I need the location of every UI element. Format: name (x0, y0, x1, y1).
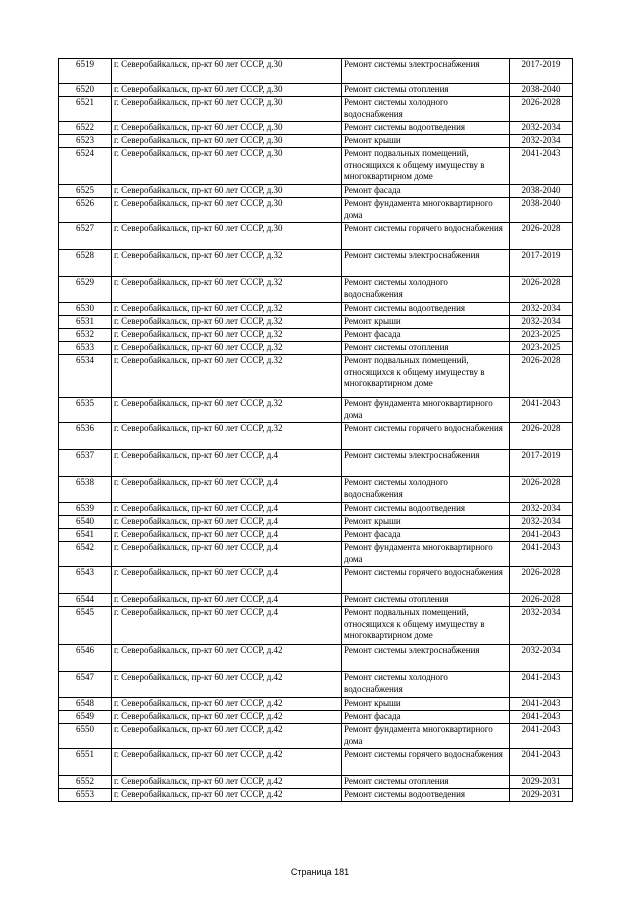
work-type-cell: Ремонт системы водоотведения (342, 303, 510, 316)
row-number: 6533 (59, 342, 112, 355)
table-row (59, 516, 573, 529)
period-cell: 2038-2040 (510, 84, 573, 97)
table-row (59, 529, 573, 542)
address-cell: г. Северобайкальск, пр-кт 60 лет СССР, д.4 (112, 450, 342, 477)
address-cell: г. Северобайкальск, пр-кт 60 лет СССР, д.4 (112, 477, 342, 503)
row-number: 6550 (59, 724, 112, 749)
address-cell: г. Северобайкальск, пр-кт 60 лет СССР, д.32 (112, 250, 342, 277)
address-cell: г. Северобайкальск, пр-кт 60 лет СССР, д.42 (112, 749, 342, 776)
period-cell: 2041-2043 (510, 724, 573, 749)
row-number: 6538 (59, 477, 112, 503)
address-cell: г. Северобайкальск, пр-кт 60 лет СССР, д.32 (112, 329, 342, 342)
table-row (59, 198, 573, 223)
row-number: 6540 (59, 516, 112, 529)
table-row (59, 59, 573, 84)
table-row (59, 672, 573, 698)
address-cell: г. Северобайкальск, пр-кт 60 лет СССР, д.4 (112, 594, 342, 607)
table-row (59, 223, 573, 250)
address-cell: г. Северобайкальск, пр-кт 60 лет СССР, д.42 (112, 724, 342, 749)
address-cell: г. Северобайкальск, пр-кт 60 лет СССР, д.30 (112, 135, 342, 148)
period-cell: 2032-2034 (510, 645, 573, 672)
work-type-cell: Ремонт крыши (342, 316, 510, 329)
table-row (59, 135, 573, 148)
period-cell: 2032-2034 (510, 503, 573, 516)
table-row (59, 477, 573, 503)
work-type-cell: Ремонт крыши (342, 135, 510, 148)
table-row (59, 277, 573, 303)
work-type-cell: Ремонт системы водоотведения (342, 122, 510, 135)
period-cell: 2032-2034 (510, 303, 573, 316)
row-number: 6528 (59, 250, 112, 277)
row-number: 6531 (59, 316, 112, 329)
period-cell: 2041-2043 (510, 542, 573, 567)
work-type-cell: Ремонт системы горячего водоснабжения (342, 223, 510, 250)
row-number: 6519 (59, 59, 112, 84)
table-row (59, 567, 573, 594)
address-cell: г. Северобайкальск, пр-кт 60 лет СССР, д.30 (112, 198, 342, 223)
work-type-cell: Ремонт системы электроснабжения (342, 645, 510, 672)
address-cell: г. Северобайкальск, пр-кт 60 лет СССР, д.42 (112, 672, 342, 698)
table-row (59, 329, 573, 342)
address-cell: г. Северобайкальск, пр-кт 60 лет СССР, д.32 (112, 316, 342, 329)
row-number: 6524 (59, 148, 112, 185)
period-cell: 2017-2019 (510, 250, 573, 277)
period-cell: 2032-2034 (510, 135, 573, 148)
table-row (59, 97, 573, 122)
row-number: 6523 (59, 135, 112, 148)
row-number: 6546 (59, 645, 112, 672)
table-row (59, 789, 573, 802)
work-type-cell: Ремонт системы отопления (342, 342, 510, 355)
work-type-cell: Ремонт крыши (342, 516, 510, 529)
period-cell: 2041-2043 (510, 148, 573, 185)
work-type-cell: Ремонт крыши (342, 698, 510, 711)
row-number: 6539 (59, 503, 112, 516)
row-number: 6520 (59, 84, 112, 97)
table-row (59, 84, 573, 97)
period-cell: 2026-2028 (510, 97, 573, 122)
period-cell: 2026-2028 (510, 355, 573, 398)
table-row (59, 185, 573, 198)
row-number: 6543 (59, 567, 112, 594)
address-cell: г. Северобайкальск, пр-кт 60 лет СССР, д.30 (112, 59, 342, 84)
row-number: 6541 (59, 529, 112, 542)
period-cell: 2041-2043 (510, 711, 573, 724)
row-number: 6521 (59, 97, 112, 122)
address-cell: г. Северобайкальск, пр-кт 60 лет СССР, д.42 (112, 789, 342, 802)
address-cell: г. Северобайкальск, пр-кт 60 лет СССР, д.42 (112, 776, 342, 789)
work-type-cell: Ремонт системы отопления (342, 594, 510, 607)
period-cell: 2032-2034 (510, 122, 573, 135)
work-type-cell: Ремонт подвальных помещений, относящихся к общему имуществу в многоквартирном доме (342, 607, 510, 645)
work-type-cell: Ремонт подвальных помещений, относящихся к общему имуществу в многоквартирном доме (342, 148, 510, 185)
row-number: 6537 (59, 450, 112, 477)
period-cell: 2023-2025 (510, 342, 573, 355)
work-type-cell: Ремонт системы отопления (342, 84, 510, 97)
repair-schedule-table (58, 58, 573, 802)
row-number: 6535 (59, 398, 112, 423)
table-row (59, 342, 573, 355)
row-number: 6532 (59, 329, 112, 342)
work-type-cell: Ремонт фундамента многоквартирного дома (342, 398, 510, 423)
row-number: 6551 (59, 749, 112, 776)
address-cell: г. Северобайкальск, пр-кт 60 лет СССР, д.32 (112, 423, 342, 450)
period-cell: 2041-2043 (510, 672, 573, 698)
row-number: 6548 (59, 698, 112, 711)
address-cell: г. Северобайкальск, пр-кт 60 лет СССР, д.4 (112, 503, 342, 516)
work-type-cell: Ремонт фасада (342, 711, 510, 724)
table-row (59, 607, 573, 645)
address-cell: г. Северобайкальск, пр-кт 60 лет СССР, д.4 (112, 529, 342, 542)
table-row (59, 250, 573, 277)
address-cell: г. Северобайкальск, пр-кт 60 лет СССР, д.42 (112, 711, 342, 724)
period-cell: 2041-2043 (510, 749, 573, 776)
work-type-cell: Ремонт фасада (342, 329, 510, 342)
period-cell: 2029-2031 (510, 776, 573, 789)
period-cell: 2026-2028 (510, 594, 573, 607)
row-number: 6536 (59, 423, 112, 450)
period-cell: 2026-2028 (510, 223, 573, 250)
address-cell: г. Северобайкальск, пр-кт 60 лет СССР, д.30 (112, 97, 342, 122)
address-cell: г. Северобайкальск, пр-кт 60 лет СССР, д.30 (112, 223, 342, 250)
address-cell: г. Северобайкальск, пр-кт 60 лет СССР, д.42 (112, 698, 342, 711)
work-type-cell: Ремонт фасада (342, 185, 510, 198)
period-cell: 2041-2043 (510, 398, 573, 423)
work-type-cell: Ремонт фундамента многоквартирного дома (342, 542, 510, 567)
row-number: 6526 (59, 198, 112, 223)
table-row (59, 724, 573, 749)
table-row (59, 355, 573, 398)
table-row (59, 148, 573, 185)
address-cell: г. Северобайкальск, пр-кт 60 лет СССР, д.32 (112, 355, 342, 398)
table-row (59, 749, 573, 776)
row-number: 6549 (59, 711, 112, 724)
period-cell: 2038-2040 (510, 185, 573, 198)
table-row (59, 503, 573, 516)
work-type-cell: Ремонт системы электроснабжения (342, 450, 510, 477)
work-type-cell: Ремонт системы горячего водоснабжения (342, 423, 510, 450)
work-type-cell: Ремонт фасада (342, 529, 510, 542)
table-row (59, 450, 573, 477)
address-cell: г. Северобайкальск, пр-кт 60 лет СССР, д.4 (112, 542, 342, 567)
address-cell: г. Северобайкальск, пр-кт 60 лет СССР, д.30 (112, 148, 342, 185)
period-cell: 2032-2034 (510, 516, 573, 529)
table-row (59, 776, 573, 789)
row-number: 6534 (59, 355, 112, 398)
period-cell: 2026-2028 (510, 567, 573, 594)
work-type-cell: Ремонт системы горячего водоснабжения (342, 749, 510, 776)
work-type-cell: Ремонт системы горячего водоснабжения (342, 567, 510, 594)
period-cell: 2026-2028 (510, 477, 573, 503)
page-number: Страница 181 (290, 867, 350, 877)
address-cell: г. Северобайкальск, пр-кт 60 лет СССР, д.30 (112, 84, 342, 97)
address-cell: г. Северобайкальск, пр-кт 60 лет СССР, д.42 (112, 645, 342, 672)
table-body (59, 59, 573, 802)
row-number: 6530 (59, 303, 112, 316)
work-type-cell: Ремонт системы холодного водоснабжения (342, 477, 510, 503)
period-cell: 2017-2019 (510, 450, 573, 477)
period-cell: 2041-2043 (510, 698, 573, 711)
table-row (59, 645, 573, 672)
work-type-cell: Ремонт системы холодного водоснабжения (342, 672, 510, 698)
period-cell: 2032-2034 (510, 607, 573, 645)
work-type-cell: Ремонт подвальных помещений, относящихся к общему имуществу в многоквартирном доме (342, 355, 510, 398)
table-row (59, 122, 573, 135)
period-cell: 2038-2040 (510, 198, 573, 223)
row-number: 6525 (59, 185, 112, 198)
row-number: 6547 (59, 672, 112, 698)
table-row (59, 423, 573, 450)
table-row (59, 711, 573, 724)
address-cell: г. Северобайкальск, пр-кт 60 лет СССР, д.4 (112, 567, 342, 594)
table-row (59, 594, 573, 607)
work-type-cell: Ремонт системы холодного водоснабжения (342, 97, 510, 122)
period-cell: 2026-2028 (510, 277, 573, 303)
address-cell: г. Северобайкальск, пр-кт 60 лет СССР, д.32 (112, 277, 342, 303)
work-type-cell: Ремонт системы холодного водоснабжения (342, 277, 510, 303)
row-number: 6544 (59, 594, 112, 607)
address-cell: г. Северобайкальск, пр-кт 60 лет СССР, д.30 (112, 122, 342, 135)
period-cell: 2026-2028 (510, 423, 573, 450)
period-cell: 2032-2034 (510, 316, 573, 329)
work-type-cell: Ремонт системы электроснабжения (342, 250, 510, 277)
address-cell: г. Северобайкальск, пр-кт 60 лет СССР, д.4 (112, 516, 342, 529)
address-cell: г. Северобайкальск, пр-кт 60 лет СССР, д.30 (112, 185, 342, 198)
period-cell: 2041-2043 (510, 529, 573, 542)
row-number: 6552 (59, 776, 112, 789)
row-number: 6542 (59, 542, 112, 567)
period-cell: 2029-2031 (510, 789, 573, 802)
work-type-cell: Ремонт системы электроснабжения (342, 59, 510, 84)
period-cell: 2023-2025 (510, 329, 573, 342)
work-type-cell: Ремонт системы водоотведения (342, 503, 510, 516)
page-footer (0, 867, 640, 877)
work-type-cell: Ремонт системы водоотведения (342, 789, 510, 802)
address-cell: г. Северобайкальск, пр-кт 60 лет СССР, д.4 (112, 607, 342, 645)
row-number: 6529 (59, 277, 112, 303)
work-type-cell: Ремонт фундамента многоквартирного дома (342, 724, 510, 749)
work-type-cell: Ремонт системы отопления (342, 776, 510, 789)
row-number: 6522 (59, 122, 112, 135)
address-cell: г. Северобайкальск, пр-кт 60 лет СССР, д.32 (112, 398, 342, 423)
table-row (59, 316, 573, 329)
table-row (59, 542, 573, 567)
row-number: 6527 (59, 223, 112, 250)
table-row (59, 398, 573, 423)
work-type-cell: Ремонт фундамента многоквартирного дома (342, 198, 510, 223)
address-cell: г. Северобайкальск, пр-кт 60 лет СССР, д.32 (112, 303, 342, 316)
address-cell: г. Северобайкальск, пр-кт 60 лет СССР, д.32 (112, 342, 342, 355)
row-number: 6553 (59, 789, 112, 802)
table-row (59, 303, 573, 316)
period-cell: 2017-2019 (510, 59, 573, 84)
table-row (59, 698, 573, 711)
row-number: 6545 (59, 607, 112, 645)
